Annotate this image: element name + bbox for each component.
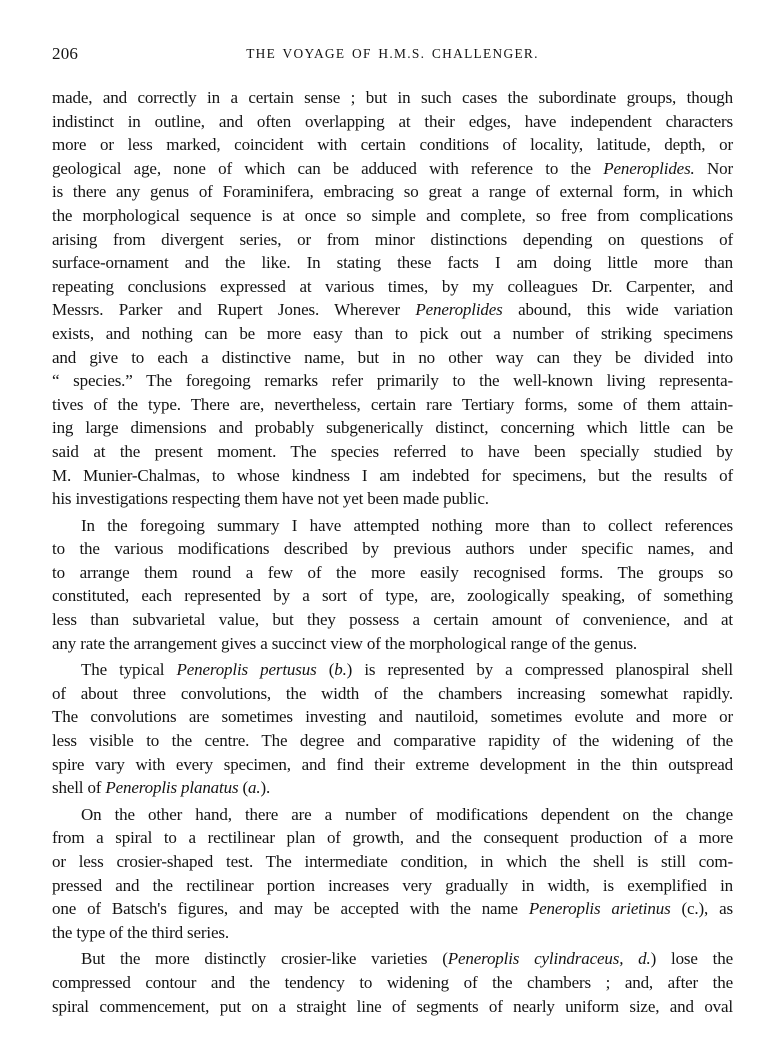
text-run: less visible to the centre. The degree and comparative rapidity of the widening of the: [52, 731, 733, 751]
text-line: [52, 275, 733, 299]
text-run: geological age, none of which can be adduced with reference to the: [52, 158, 604, 178]
text-line: [52, 803, 733, 827]
text-run: ) is represented by a compressed planospiral shell: [346, 660, 733, 680]
text-line: [52, 874, 733, 898]
text-line: [52, 110, 733, 134]
paragraph: [52, 514, 733, 656]
text-line: [52, 228, 733, 252]
text-run: to the various modifications described by previous authors under specific names, and: [52, 539, 733, 559]
text-run: M. Munier-Chalmas, to whose kindness I am indebted for specimens, but the results of: [52, 465, 733, 485]
text-line: [52, 487, 733, 511]
text-line: [52, 369, 733, 393]
text-run: arising from divergent series, or from minor distinctions depending on questions of: [52, 229, 733, 249]
text-run: (: [316, 660, 335, 680]
text-run: surface-ornament and the like. In stating these facts I am doing little more than: [52, 253, 733, 273]
italic-taxon-name: Peneroplis pertusus: [176, 660, 317, 680]
text-line: [52, 632, 733, 656]
text-line: [52, 682, 733, 706]
text-run: his investigations respecting them have not yet been made public.: [52, 489, 489, 509]
text-line: [52, 658, 733, 682]
text-run: constituted, each represented by a sort of type, are, zoologically speaking, of something: [52, 586, 733, 606]
text-line: [52, 921, 733, 945]
italic-taxon-name: Peneroplis arietinus: [528, 899, 671, 919]
paragraph: [52, 803, 733, 945]
text-run: more or less marked, coincident with certain conditions of locality, latitude, depth, or: [52, 135, 733, 155]
text-line: [52, 440, 733, 464]
text-line: [52, 393, 733, 417]
text-run: said at the present moment. The species referred to have been specially studied by: [52, 441, 733, 461]
text-run: one of Batsch's figures, and may be accepted with the name: [52, 899, 529, 919]
text-run: made, and correctly in a certain sense ; but in such cases the subordinate groups, though: [52, 88, 733, 107]
italic-taxon-name: a.: [248, 778, 261, 798]
text-run: is there any genus of Foraminifera, embracing so great a range of external form, in which: [52, 182, 733, 202]
text-line: [52, 86, 733, 110]
text-run: spire vary with every specimen, and find their extreme development in the thin outspread: [52, 754, 733, 774]
text-run: repeating conclusions expressed at various times, by my colleagues Dr. Carpenter, and: [52, 276, 733, 296]
text-line: [52, 133, 733, 157]
text-run: to arrange them round a few of the more easily recognised forms. The groups so: [52, 562, 733, 582]
body-text: [52, 86, 733, 1018]
text-line: [52, 157, 733, 181]
text-run: ) lose the: [650, 949, 733, 969]
text-run: or less crosier-shaped test. The intermediate condition, in which the shell is still com-: [52, 852, 733, 871]
text-line: [52, 514, 733, 538]
italic-taxon-name: Peneroplides.: [603, 158, 695, 178]
text-line: [52, 346, 733, 370]
text-run: Messrs. Parker and Rupert Jones. Wherever: [52, 300, 416, 320]
text-run: spiral commencement, put on a straight line of segments of nearly uniform size, and oval: [52, 996, 733, 1016]
text-run: abound, this wide variation: [502, 300, 734, 320]
text-line: [52, 416, 733, 440]
text-run: the morphological sequence is at once so simple and complete, so free from complications: [52, 205, 733, 225]
text-run: The typical: [81, 660, 177, 680]
text-line: [52, 776, 733, 800]
text-run: “ species.” The foregoing remarks refer primarily to the well-known living representa-: [52, 371, 733, 391]
text-run: ).: [260, 778, 271, 798]
text-line: [52, 322, 733, 346]
text-line: [52, 947, 733, 971]
italic-taxon-name: b.: [334, 660, 347, 680]
text-line: [52, 826, 733, 850]
text-line: [52, 584, 733, 608]
text-line: [52, 298, 733, 322]
text-run: On the other hand, there are a number of modifications dependent on the change: [81, 804, 733, 824]
text-run: any rate the arrangement gives a succinct view of the morphological range of the genus.: [52, 633, 638, 653]
paragraph: [52, 947, 733, 1018]
text-line: [52, 180, 733, 204]
text-line: [52, 850, 733, 874]
text-line: [52, 464, 733, 488]
text-line: [52, 561, 733, 585]
text-run: (c.), as: [670, 899, 733, 919]
text-line: [52, 251, 733, 275]
text-run: The convolutions are sometimes investing and nautiloid, sometimes evolute and more or: [52, 707, 733, 727]
text-line: [52, 204, 733, 228]
text-run: less than subvarietal value, but they possess a certain amount of convenience, and at: [52, 610, 733, 630]
text-run: But the more distinctly crosier-like varieties (: [81, 949, 448, 969]
text-run: pressed and the rectilinear portion increases very gradually in width, is exemplified in: [52, 875, 733, 895]
page-header: [52, 44, 733, 68]
text-run: of about three convolutions, the width of the chambers increasing somewhat rapidly.: [52, 683, 733, 703]
text-run: tives of the type. There are, nevertheless, certain rare Tertiary forms, some of them attain-: [52, 394, 733, 414]
text-line: [52, 537, 733, 561]
italic-taxon-name: Peneroplis cylindraceus, d.: [447, 949, 651, 969]
text-run: Nor: [694, 158, 733, 178]
text-run: exists, and nothing can be more easy than to pick out a number of striking specimens: [52, 323, 733, 343]
italic-taxon-name: Peneroplides: [415, 300, 503, 320]
text-run: In the foregoing summary I have attempted nothing more than to collect references: [81, 515, 733, 535]
text-line: [52, 705, 733, 729]
text-run: indistinct in outline, and often overlapping at their edges, have independent characters: [52, 111, 733, 131]
text-run: ing large dimensions and probably subgenerically distinct, concerning which little can be: [52, 418, 733, 438]
text-line: [52, 995, 733, 1019]
text-run: compressed contour and the tendency to widening of the chambers ; and, after the: [52, 972, 733, 992]
text-line: [52, 753, 733, 777]
text-line: [52, 897, 733, 921]
text-line: [52, 729, 733, 753]
paragraph: [52, 658, 733, 800]
text-run: the type of the third series.: [52, 922, 229, 942]
text-run: shell of: [52, 778, 106, 798]
italic-taxon-name: Peneroplis planatus: [105, 778, 239, 798]
text-line: [52, 971, 733, 995]
text-line: [52, 608, 733, 632]
text-run: (: [238, 778, 249, 798]
text-run: and give to each a distinctive name, but in no other way can they be divided into: [52, 347, 733, 367]
paragraph: [52, 86, 733, 511]
text-run: from a spiral to a rectilinear plan of growth, and the consequent production of a more: [52, 828, 733, 848]
page-number: 206: [52, 44, 79, 63]
running-title: THE VOYAGE OF H.M.S. CHALLENGER.: [246, 46, 539, 61]
